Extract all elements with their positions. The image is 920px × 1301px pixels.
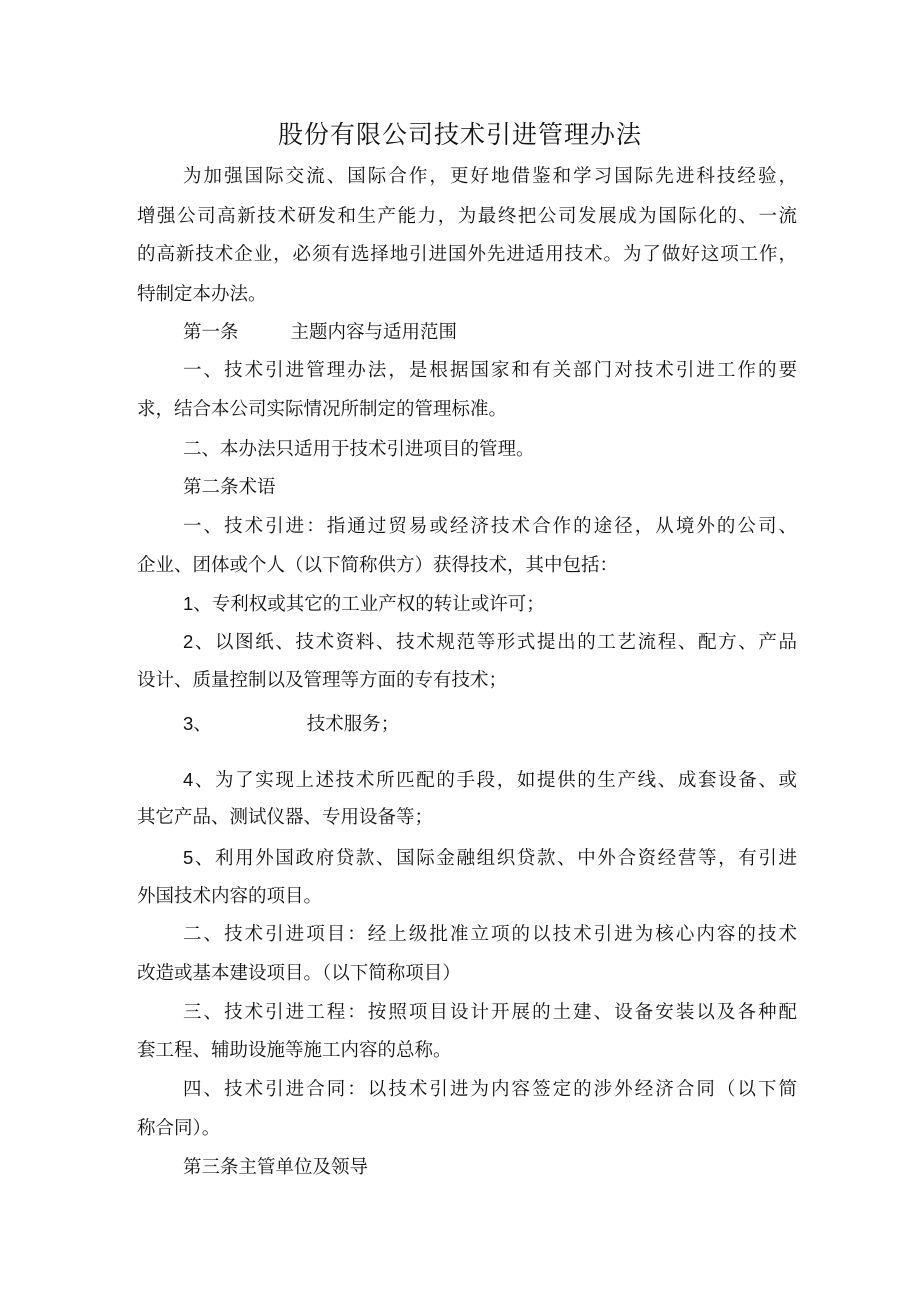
article-2-p2-line-1: 二、技术引进项目：经上级批准立项的以技术引进为核心内容的技术: [183, 924, 797, 945]
article-2-p1-line-1: 一、技术引进：指通过贸易或经济技术合作的途径，从境外的公司、: [183, 516, 797, 537]
list-item-4-text: 为了实现上述技术所匹配的手段，如提供的生产线、成套设备、或: [215, 770, 797, 791]
list-item-3: [183, 709, 797, 740]
list-item-2-line-1: [183, 627, 797, 658]
list-item-1-number: 1、: [183, 593, 212, 614]
article-1-title: 主题内容与适用范围: [290, 322, 458, 343]
intro-line-4: 特制定本办法。: [137, 284, 267, 305]
list-item-4-line-1: [183, 765, 797, 796]
document-title: 股份有限公司技术引进管理办法: [277, 120, 642, 149]
article-2-p1-line-2: 企业、团体或个人（以下简称供方）获得技术，其中包括：: [137, 555, 619, 576]
intro-line-1: 为加强国际交流、国际合作，更好地借鉴和学习国际先进科技经验，: [183, 166, 797, 187]
article-3-heading: 第三条主管单位及领导: [183, 1157, 369, 1178]
article-1-heading: [183, 318, 797, 348]
list-item-5-line-1: [183, 843, 797, 874]
list-item-1: [183, 589, 797, 620]
article-1-p1-line-2: 求，结合本公司实际情况所制定的管理标准。: [137, 399, 508, 420]
article-2-heading: 第二条术语: [183, 477, 276, 498]
list-item-1-text: 专利权或其它的工业产权的转让或许可；: [211, 594, 545, 615]
list-item-5-text: 利用外国政府贷款、国际金融组织贷款、中外合资经营等，有引进: [215, 848, 797, 869]
intro-line-2: 增强公司高新技术研发和生产能力，为最终把公司发展成为国际化的、一流: [137, 206, 797, 227]
article-2-p2-line-2: 改造或基本建设项目。（以下简称项目）: [137, 963, 461, 984]
list-item-4-line-2: 其它产品、测试仪器、专用设备等；: [137, 807, 434, 828]
article-1-p1-line-1: 一、技术引进管理办法，是根据国家和有关部门对技术引进工作的要: [183, 360, 797, 381]
article-2-p3-line-2: 套工程、辅助设施等施工内容的总称。: [137, 1040, 452, 1061]
list-item-3-text: 技术服务；: [306, 714, 400, 735]
list-item-2-line-2: 设计、质量控制以及管理等方面的专有技术；: [137, 670, 508, 691]
intro-line-3: 的高新技术企业，必须有选择地引进国外先进适用技术。为了做好这项工作，: [137, 244, 797, 265]
article-1-number: 第一条: [183, 322, 239, 343]
list-item-3-number: 3、: [183, 713, 212, 734]
list-item-5-number: 5、: [183, 847, 216, 868]
list-item-2-number: 2、: [183, 631, 216, 652]
list-item-4-number: 4、: [183, 769, 216, 790]
article-2-p4-line-1: 四、技术引进合同：以技术引进为内容签定的涉外经济合同（以下简: [183, 1079, 797, 1100]
list-item-5-line-2: 外国技术内容的项目。: [137, 886, 323, 907]
article-2-p4-line-2: 称合同）。: [137, 1118, 221, 1139]
article-1-p2: 二、本办法只适用于技术引进项目的管理。: [183, 439, 535, 460]
article-2-p3-line-1: 三、技术引进工程：按照项目设计开展的土建、设备安装以及各种配: [183, 1002, 797, 1023]
list-item-2-text: 以图纸、技术资料、技术规范等形式提出的工艺流程、配方、产品: [215, 632, 797, 653]
